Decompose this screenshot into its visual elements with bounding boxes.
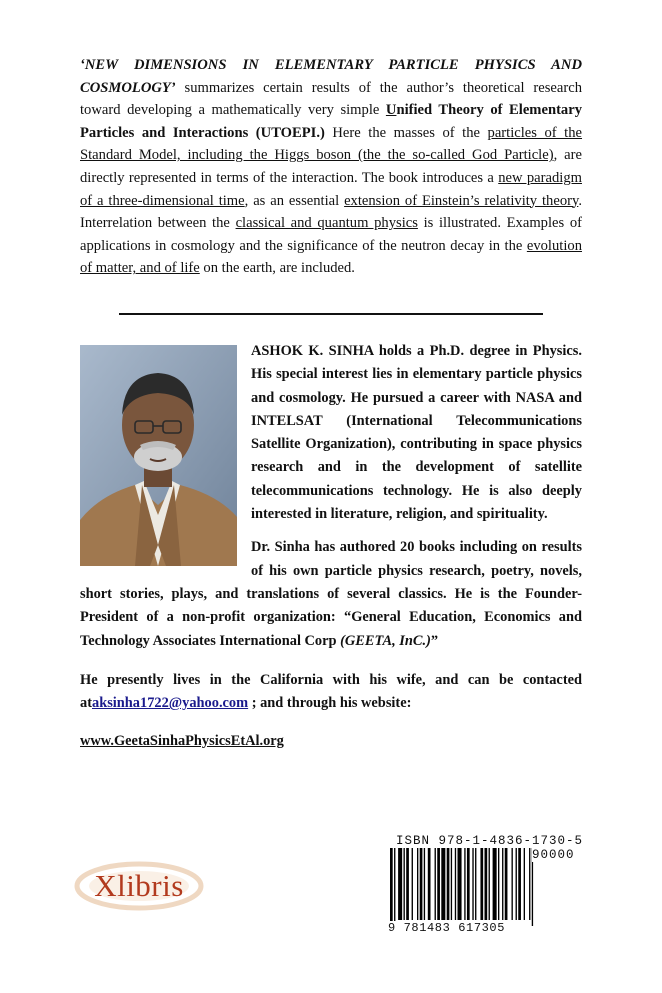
barcode-bar — [390, 848, 393, 926]
barcode-bar — [420, 848, 423, 920]
photo-spacer — [80, 340, 251, 578]
publisher-logo-text: Xlibris — [94, 868, 184, 903]
barcode-bar — [441, 848, 445, 920]
author-bio — [80, 340, 582, 653]
barcode-bar — [516, 848, 517, 920]
barcode-bar — [472, 848, 473, 920]
barcode-bar — [529, 848, 530, 920]
divider-line — [119, 313, 543, 315]
barcode-bar — [437, 848, 440, 920]
barcode-bar — [394, 848, 395, 926]
barcode-bar — [451, 848, 452, 920]
barcode-bar — [424, 848, 425, 920]
utoepi-term: Unified Theory of Elementary Particles and Interactions (UTOEPI.) — [80, 102, 582, 141]
book-title: ‘NEW DIMENSIONS IN ELEMENTARY PARTICLE PHYSICS AND COSMOLOGY’ — [80, 57, 582, 96]
barcode-bar — [398, 848, 402, 920]
bio-paragraph-1: ASHOK K. SINHA holds a Ph.D. degree in Physics. His special interest lies in elementary particle physics and cosmology. He pursued a career with NASA and INTELSAT (International Telecommunications Satellite Organization), contributing in space physics research and in the development of satellite telecommunications technology. He is also deeply interested in literature, religion, and spirituality. — [251, 343, 582, 523]
highlight-evolution-of-matter: evolution of matter, and of life — [80, 237, 582, 277]
book-description: ‘NEW DIMENSIONS IN ELEMENTARY PARTICLE PHYSICS AND COSMOLOGY’ summarizes certain results of the author’s theoretical research toward developing a mathematically very simple Unified Theory of Elementary Particles and Interactions (UTOEPI.) Here the masses of the particles of the Standard Model, including the Higgs boson (the the so-called God Particle), are directly represented in terms of the interaction. The book introduces a new paradigm of a three-dimensional time, as an essential extension of Einstein’s relativity theory. Interrelation between the classical and quantum physics is illustrated. Examples of applications in cosmology and the significance of the neutron decay in the evolution of matter, and of life on the earth, are included. — [80, 57, 583, 277]
barcode-bar — [417, 848, 418, 920]
barcode-bar — [406, 848, 409, 920]
organization-abbrev: (GEETA, InC.) — [340, 632, 431, 649]
barcode-bar — [502, 848, 503, 920]
barcode-bar — [412, 848, 413, 920]
barcode-digits: 9 781483 617305 — [388, 921, 506, 935]
barcode-bar — [512, 848, 513, 920]
barcode-bar — [505, 848, 508, 920]
website-link[interactable]: www.GeetaSinhaPhysicsEtAl.org — [80, 733, 284, 749]
barcode-bar — [485, 848, 488, 920]
contact-info: He presently lives in the California with his wife, and can be contacted ataksinha1722@yahoo.com ; and through his website: — [80, 672, 582, 712]
barcode-bar — [493, 848, 497, 920]
price-code: 90000 — [532, 848, 575, 862]
barcode-bar — [404, 848, 405, 920]
barcode-bar — [524, 848, 525, 920]
highlight-classical-quantum: classical and quantum physics — [235, 215, 418, 232]
isbn-label: ISBN 978-1-4836-1730-5 — [396, 834, 584, 848]
barcode-bar — [458, 848, 462, 920]
highlight-standard-model: particles of the Standard Model, including the Higgs boson (the the so-called God Particle) — [80, 124, 583, 164]
barcode-bar — [435, 848, 436, 920]
barcode-bar — [480, 848, 483, 920]
publisher-logo — [74, 858, 204, 914]
email-link[interactable]: aksinha1722@yahoo.com — [92, 695, 249, 712]
barcode-bar — [467, 848, 470, 920]
barcode-bar — [455, 848, 456, 920]
barcode-bar — [475, 848, 476, 920]
highlight-relativity-extension: extension of Einstein’s relativity theory — [344, 192, 579, 209]
highlight-three-dimensional-time: new paradigm of a three-dimensional time — [80, 169, 582, 209]
barcode-bar — [498, 848, 499, 920]
barcode-bar — [428, 848, 431, 920]
bio-paragraph-2: Dr. Sinha has authored 20 books including on results of his own particle physics research, poetry, novels, short stories, plays, and translations of several classics. He is the Founder-President of a non-profit organization: “General Education, Economics and Technology Associates International Corp (GEETA, InC.)” — [80, 539, 582, 649]
barcode-bar — [518, 848, 521, 920]
barcode-bar — [447, 848, 450, 920]
barcode-bar — [489, 848, 490, 920]
barcode-bar — [464, 848, 465, 920]
